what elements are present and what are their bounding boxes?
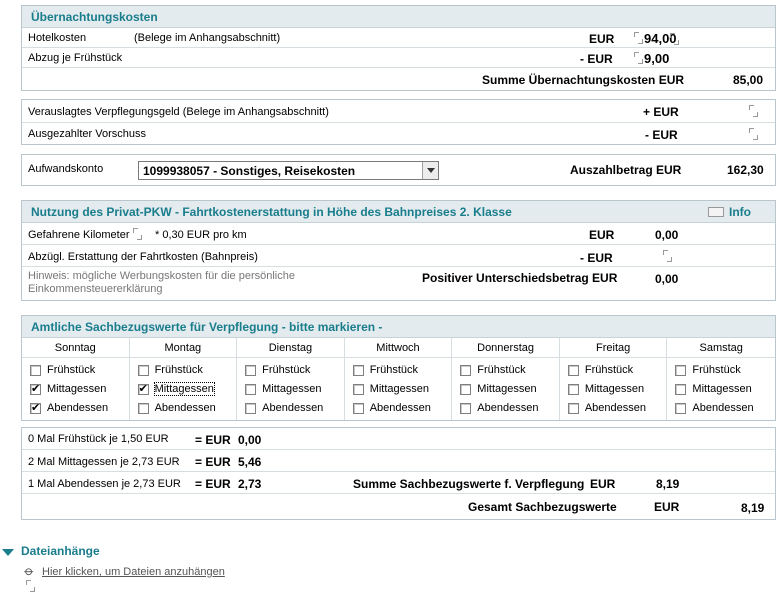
meal-checkbox[interactable] <box>568 403 579 414</box>
km-input[interactable] <box>133 228 142 240</box>
gesamt-row <box>22 494 775 519</box>
attach-files-link[interactable]: Hier klicken, um Dateien anzuhängen <box>42 566 225 578</box>
meal-checkbox[interactable] <box>30 384 41 395</box>
day-column-0 <box>22 338 130 420</box>
meal-label: Frühstück <box>154 364 203 376</box>
gesamt-value: 8,19 <box>741 501 765 515</box>
aufwandskonto-value: 1099938057 - Sonstiges, Reisekosten <box>143 164 356 178</box>
meal-label: Frühstück <box>47 364 96 376</box>
uebernachtung-title: Übernachtungskosten <box>31 10 158 24</box>
meal-checkbox[interactable] <box>30 365 41 376</box>
fruehstueck-abzug-field[interactable] <box>634 52 643 64</box>
pkw-title: Nutzung des Privat-PKW - Fahrtkostenerstattung in Höhe des Bahnpreises 2. Klasse <box>31 205 512 219</box>
meal-label: Abendessen <box>584 402 647 414</box>
vorschuss-row <box>22 123 775 145</box>
summary-abend-value: 2,73 <box>238 477 262 491</box>
day-column-5 <box>560 338 668 420</box>
meal-option[interactable] <box>675 364 771 378</box>
meal-option[interactable] <box>568 364 664 378</box>
meal-checkbox[interactable] <box>460 384 471 395</box>
unterschied-value: 0,00 <box>655 272 679 286</box>
summary-row-abend <box>22 472 775 494</box>
day-column-4 <box>452 338 560 420</box>
hotel-note: (Belege im Anhangsabschnitt) <box>134 32 281 44</box>
meal-option[interactable] <box>245 364 341 378</box>
km-value: 0,00 <box>655 228 679 242</box>
attachments-title[interactable]: Dateianhänge <box>21 544 100 558</box>
vorschuss-currency: - EUR <box>645 128 678 142</box>
fruehstueck-abzug-value: 9,00 <box>644 51 670 66</box>
day-column-2 <box>237 338 345 420</box>
meal-checkbox[interactable] <box>245 365 256 376</box>
auszahlbetrag-value: 162,30 <box>727 163 764 177</box>
day-column-3 <box>345 338 453 420</box>
meal-option[interactable] <box>30 383 126 397</box>
meal-label: Abendessen <box>154 402 216 414</box>
meal-label: Frühstück <box>692 364 741 376</box>
day-column-6 <box>667 338 775 420</box>
day-name: Sonntag <box>22 338 129 358</box>
unterschied-label: Positiver Unterschiedsbetrag EUR <box>422 271 618 285</box>
day-column-1 <box>130 338 238 420</box>
meal-label: Frühstück <box>584 364 634 376</box>
meal-option[interactable] <box>460 402 556 416</box>
meal-label: Mittagessen <box>692 383 752 395</box>
meal-checkbox[interactable] <box>245 384 256 395</box>
meal-option[interactable] <box>30 364 126 378</box>
meal-option[interactable] <box>245 402 341 416</box>
meal-option[interactable] <box>460 383 556 397</box>
km-row <box>22 223 775 245</box>
meal-label: Mittagessen <box>154 383 214 395</box>
summary-mittag-eq: = EUR <box>195 455 231 469</box>
summary-fruehstueck-label: 0 Mal Frühstück je 1,50 EUR <box>28 433 169 445</box>
meal-label: Mittagessen <box>477 383 537 395</box>
meal-label: Mittagessen <box>47 383 107 395</box>
day-name: Mittwoch <box>345 338 452 358</box>
meal-option[interactable] <box>245 383 341 397</box>
meal-label: Abendessen <box>369 402 431 414</box>
sachbezug-header <box>22 316 775 338</box>
info-button[interactable]: Info <box>729 205 751 219</box>
meal-label: Abendessen <box>692 402 754 414</box>
summe-sachbezug-value: 8,19 <box>656 477 680 491</box>
meal-checkbox[interactable] <box>30 403 41 414</box>
hotel-label: Hotelkosten <box>28 32 87 44</box>
gesamt-label: Gesamt Sachbezugswerte <box>468 500 617 514</box>
unterschied-row <box>22 267 775 301</box>
summary-fruehstueck-value: 0,00 <box>238 433 262 447</box>
meal-checkbox[interactable] <box>353 403 364 414</box>
bahnpreis-label: Abzügl. Erstattung der Fahrtkosten (Bahnpreis) <box>28 251 258 263</box>
meal-label: Mittagessen <box>262 383 322 395</box>
meal-checkbox[interactable] <box>353 365 364 376</box>
summary-mittag-label: 2 Mal Mittagessen je 2,73 EUR <box>28 456 180 468</box>
meal-option[interactable] <box>138 402 234 416</box>
fruehstueck-abzug-label: Abzug je Frühstück <box>28 52 123 64</box>
verpflegungsgeld-currency: + EUR <box>643 105 679 119</box>
info-icon[interactable] <box>708 207 724 217</box>
meal-option[interactable] <box>30 402 126 416</box>
meal-label: Frühstück <box>369 364 418 376</box>
summary-row-fruehstueck <box>22 428 775 450</box>
summary-row-mittag <box>22 450 775 472</box>
summary-section <box>21 427 776 520</box>
hotel-value-field[interactable] <box>634 32 643 44</box>
meal-option[interactable] <box>138 364 234 378</box>
day-name: Montag <box>130 338 237 358</box>
hotel-value: 94,00 <box>644 31 677 46</box>
uebernachtung-section <box>21 5 776 91</box>
pkw-header <box>22 201 775 223</box>
meal-checkbox[interactable] <box>460 365 471 376</box>
meal-label: Frühstück <box>477 364 526 376</box>
meal-option[interactable] <box>568 383 664 397</box>
meal-checkbox[interactable] <box>138 365 149 376</box>
uebernachtung-sum-row <box>22 68 775 90</box>
day-name: Dienstag <box>237 338 344 358</box>
meal-label: Abendessen <box>262 402 324 414</box>
summary-abend-label: 1 Mal Abendessen je 2,73 EUR <box>28 478 181 490</box>
werbungskosten-hint: Hinweis: mögliche Werbungskosten für die persönliche Einkommensteuererklärung <box>28 270 295 295</box>
meal-label: Mittagessen <box>369 383 430 395</box>
aufwandskonto-select[interactable] <box>138 161 439 180</box>
meal-checkbox[interactable] <box>353 384 364 395</box>
meal-option[interactable] <box>353 383 449 397</box>
meal-option[interactable] <box>460 364 556 378</box>
meal-option[interactable] <box>353 402 449 416</box>
hotel-value-field-end <box>670 33 679 45</box>
meal-label: Abendessen <box>477 402 539 414</box>
uebernachtung-header <box>22 6 775 28</box>
summe-sachbezug-label: Summe Sachbezugswerte f. Verpflegung <box>353 477 585 491</box>
attachments-section <box>0 540 784 600</box>
hotel-row <box>22 28 775 48</box>
auszahlbetrag-label: Auszahlbetrag EUR <box>570 163 682 177</box>
meal-checkbox[interactable] <box>568 384 579 395</box>
meal-checkbox[interactable] <box>675 403 686 414</box>
meal-checkbox[interactable] <box>138 384 149 395</box>
aufwand-section <box>21 154 776 186</box>
attach-upload-field[interactable] <box>26 580 35 592</box>
sachbezug-section <box>21 315 776 421</box>
day-name: Samstag <box>667 338 775 358</box>
meal-label: Mittagessen <box>584 383 645 395</box>
verpflegungsgeld-row <box>22 100 775 123</box>
sachbezug-title: Amtliche Sachbezugswerte für Verpflegung - bitte markieren - <box>31 320 383 334</box>
meal-checkbox[interactable] <box>675 365 686 376</box>
meal-label: Frühstück <box>262 364 311 376</box>
summe-sachbezug-currency: EUR <box>590 477 616 491</box>
bahnpreis-field[interactable] <box>663 250 672 262</box>
verpflegungsgeld-label: Verauslagtes Verpflegungsgeld (Belege im Anhangsabschnitt) <box>28 106 329 118</box>
pkw-section <box>21 200 776 301</box>
vorschuss-field[interactable] <box>749 128 758 140</box>
vorschuss-label: Ausgezahlter Vorschuss <box>28 128 147 140</box>
meal-checkbox[interactable] <box>460 403 471 414</box>
meal-checkbox[interactable] <box>675 384 686 395</box>
verpflegung-section <box>21 99 776 145</box>
km-rate: * 0,30 EUR pro km <box>155 229 247 241</box>
km-label: Gefahrene Kilometer <box>28 229 130 241</box>
gesamt-currency: EUR <box>654 500 680 514</box>
meal-label: Abendessen <box>47 402 109 414</box>
chevron-down-icon[interactable] <box>422 162 438 179</box>
meal-checkbox[interactable] <box>138 403 149 414</box>
fruehstueck-abzug-currency: - EUR <box>580 52 613 66</box>
summary-mittag-value: 5,46 <box>238 455 262 469</box>
paperclip-icon: ⌀ <box>20 563 37 580</box>
uebernachtung-sum-label: Summe Übernachtungskosten EUR <box>482 73 685 87</box>
collapse-triangle-icon[interactable] <box>2 549 14 556</box>
aufwandskonto-label: Aufwandskonto <box>28 163 104 175</box>
bahnpreis-row <box>22 245 775 267</box>
day-name: Donnerstag <box>452 338 559 358</box>
meal-option[interactable] <box>138 383 234 397</box>
uebernachtung-sum-value: 85,00 <box>733 73 764 87</box>
summary-fruehstueck-eq: = EUR <box>195 433 231 447</box>
km-currency: EUR <box>589 228 615 242</box>
meal-option[interactable] <box>675 383 771 397</box>
day-name: Freitag <box>560 338 667 358</box>
meal-checkbox[interactable] <box>245 403 256 414</box>
bahnpreis-currency: - EUR <box>580 251 613 265</box>
hotel-currency: EUR <box>589 32 615 46</box>
summary-abend-eq: = EUR <box>195 477 231 491</box>
verpflegungsgeld-field[interactable] <box>749 105 758 117</box>
meal-option[interactable] <box>675 402 771 416</box>
meal-option[interactable] <box>568 402 664 416</box>
meal-checkbox[interactable] <box>568 365 579 376</box>
day-grid <box>22 338 775 420</box>
fruehstueck-abzug-row <box>22 48 775 68</box>
meal-option[interactable] <box>353 364 449 378</box>
